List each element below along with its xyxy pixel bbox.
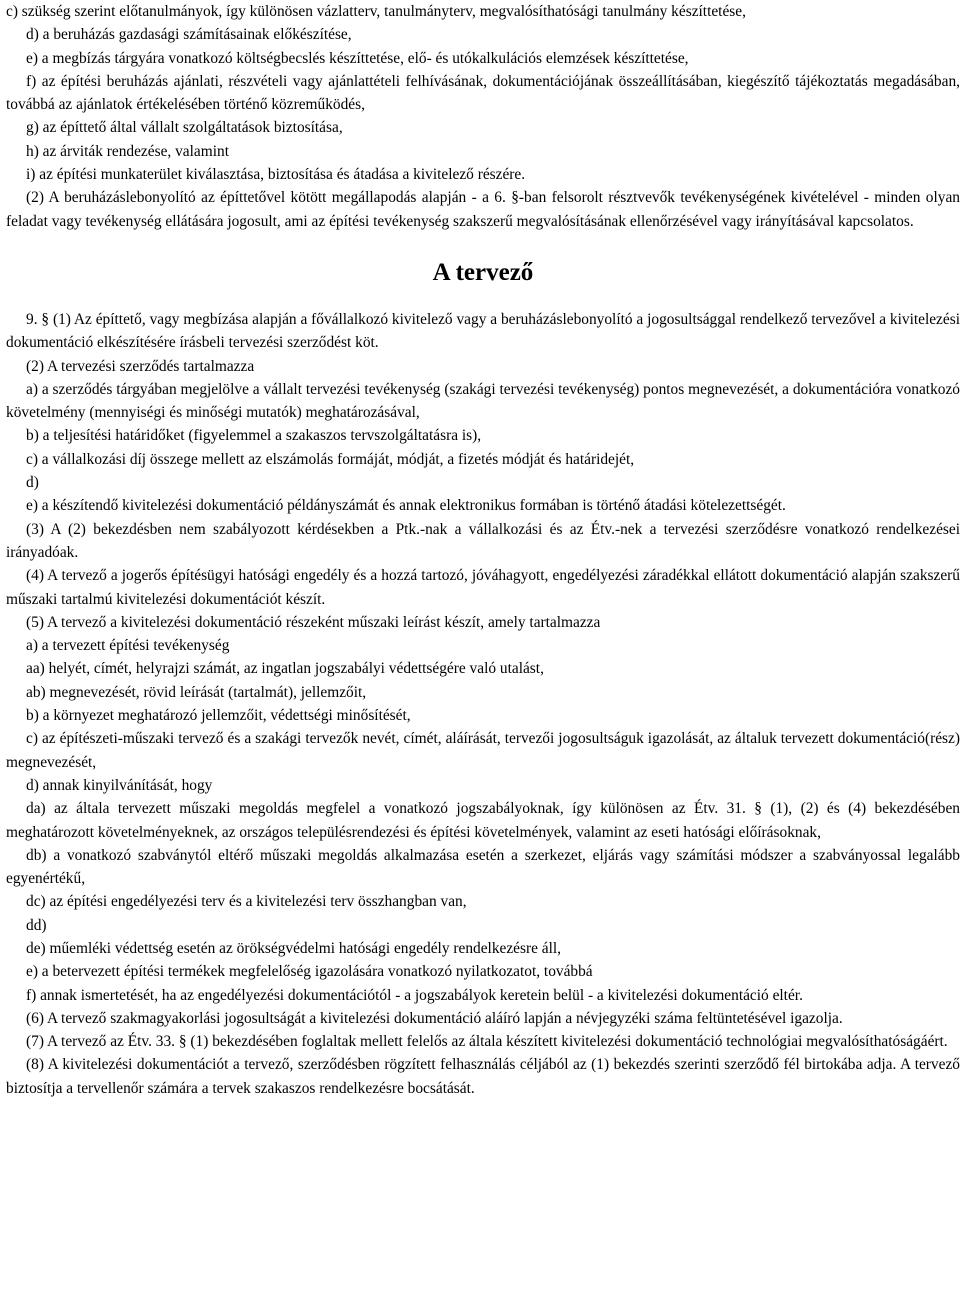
section-9-5-point-d: d) annak kinyilvánítását, hogy [26, 776, 213, 794]
section-9-5-point-de: de) műemléki védettség esetén az örökségvédelmi hatósági engedély rendelkezésre áll, [26, 939, 562, 957]
section-9-paragraph-1: 9. § (1) Az építtető, vagy megbízása alapján a fővállalkozó kivitelező vagy a beruházáslebonyolító a jogosultsággal rendelkező tervezővel a kivitelezési dokumentáció elkészítésére írásbeli tervezési szerződést köt. [6, 310, 960, 352]
section-9-paragraph-7: (7) A tervező az Étv. 33. § (1) bekezdésében foglaltak mellett felelős az általa készített kivitelezési dokumentáció technológiai megvalósíthatóságáért. [26, 1033, 948, 1051]
section-9-5-point-db: db) a vonatkozó szabványtól eltérő műszaki megoldás alkalmazása esetén a szerkezet, eljárás vagy számítási módszer a szabványossal legalább egyenértékű, [6, 846, 960, 888]
section-9-paragraph-2: (2) A tervezési szerződés tartalmazza [26, 357, 255, 375]
paragraph-g-services: g) az építtető által vállalt szolgáltatások biztosítása, [26, 119, 343, 137]
paragraph-d-economics: d) a beruházás gazdasági számításainak előkészítése, [26, 26, 352, 44]
section-9-5-point-ab: ab) megnevezését, rövid leírását (tartalmát), jellemzőit, [26, 683, 367, 701]
paragraph-2-project-manager: (2) A beruházáslebonyolító az építtetővel kötött megállapodás alapján - a 6. §-ban felsorolt résztvevők tevékenységének kivételével - minden olyan feladat vagy tevékenység ellátására jogosult, ami az építési tevékenység szakszerű megvalósításának ellenőrzésével vagy irányításával kapcsolatos. [6, 189, 960, 230]
section-9-5-point-da: da) az általa tervezett műszaki megoldás megfelel a vonatkozó jogszabályoknak, így különösen az Étv. 31. § (1), (2) és (4) bekezdésében meghatározott követelményeknek, az országos településrendezési és építési követelmények, valamint az eseti hatósági előírásoknak, [6, 800, 960, 841]
section-9-point-a: a) a szerződés tárgyában megjelölve a vállalt tervezési tevékenység (szakági tervezési tevékenység) pontos megnevezését, a dokumentációra vonatkozó követelmény (mennyiségi és minőségi mutatók) meghatározásával, [6, 380, 960, 422]
section-9-paragraph-3: (3) A (2) bekezdésben nem szabályozott kérdésekben a Ptk.-nak a vállalkozási és az Étv.-nek a tervezési szerződésre vonatkozó rendelkezései irányadóak. [6, 520, 960, 561]
section-9-5-point-c: c) az építészeti-műszaki tervező és a szakági tervezők nevét, címét, aláírását, tervezői jogosultságuk igazolását, az általuk tervezett dokumentáció(rész) megnevezését, [6, 730, 960, 771]
section-9-5-point-f: f) annak ismertetését, ha az engedélyezési dokumentációtól - a jogszabályok keretein belül - a kivitelezési dokumentáció eltér. [26, 986, 803, 1004]
section-9-5-point-b: b) a környezet meghatározó jellemzőit, védettségi minősítését, [26, 707, 411, 725]
paragraph-c-studies: c) szükség szerint előtanulmányok, így különösen vázlatterv, tanulmányterv, megvalósíthatósági tanulmány készíttetése, [6, 3, 746, 20]
section-9-point-c: c) a vállalkozási díj összege mellett az elszámolás formáját, módját, a fizetés módját és határidejét, [26, 450, 635, 468]
section-9-paragraph-8: (8) A kivitelezési dokumentációt a tervező, szerződésben rögzített felhasználás céljából az (1) bekezdés szerinti szerződő fél birtokába adja. A tervező biztosítja a tervellenőr számára a tervek szakaszos rendelkezésre bocsátását. [6, 1056, 960, 1097]
paragraph-f-tender: f) az építési beruházás ajánlati, részvételi vagy ajánlattételi felhívásának, dokumentációjának összeállításában, kiegészítő tájékoztatás megadásában, továbbá az ajánlatok értékelésében történő közreműködés, [6, 72, 960, 114]
section-title: A tervező [432, 258, 534, 286]
section-9-5-point-e: e) a betervezett építési termékek megfelelőség igazolására vonatkozó nyilatkozatot, továbbá [26, 963, 593, 981]
section-9-5-point-dc: dc) az építési engedélyezési terv és a kivitelezési terv összhangban van, [26, 893, 467, 911]
paragraph-e-cost-estimate: e) a megbízás tárgyára vonatkozó költségbecslés készíttetése, elő- és utókalkulációs elemzések készíttetése, [26, 49, 689, 67]
section-9-paragraph-6: (6) A tervező szakmagyakorlási jogosultságát a kivitelezési dokumentáció aláíró lapján a névjegyzéki száma feltüntetésével igazolja. [26, 1009, 843, 1027]
section-9-point-d: d) [26, 474, 39, 492]
section-9-point-b: b) a teljesítési határidőket (figyelemmel a szakaszos tervszolgáltatásra is), [26, 427, 482, 445]
section-9-5-point-a: a) a tervezett építési tevékenység [26, 637, 230, 655]
section-9-5-point-aa: aa) helyét, címét, helyrajzi számát, az ingatlan jogszabályi védettségére való utalást, [26, 660, 544, 678]
section-9-point-e: e) a készítendő kivitelezési dokumentáció példányszámát és annak elektronikus formában is történő átadási kötelezettségét. [26, 497, 786, 515]
paragraph-h-disputes: h) az árviták rendezése, valamint [26, 142, 229, 160]
paragraph-i-worksite: i) az építési munkaterület kiválasztása, biztosítása és átadása a kivitelező részére. [26, 166, 526, 184]
section-9-paragraph-5: (5) A tervező a kivitelezési dokumentáció részeként műszaki leírást készít, amely tartalmazza [26, 613, 601, 631]
section-9-paragraph-4: (4) A tervező a jogerős építésügyi hatósági engedély és a hozzá tartozó, jóváhagyott, engedélyezési záradékkal ellátott dokumentáció alapján szakszerű műszaki tartalmú kivitelezési dokumentációt készít. [6, 567, 960, 608]
section-9-5-point-dd: dd) [26, 916, 47, 934]
